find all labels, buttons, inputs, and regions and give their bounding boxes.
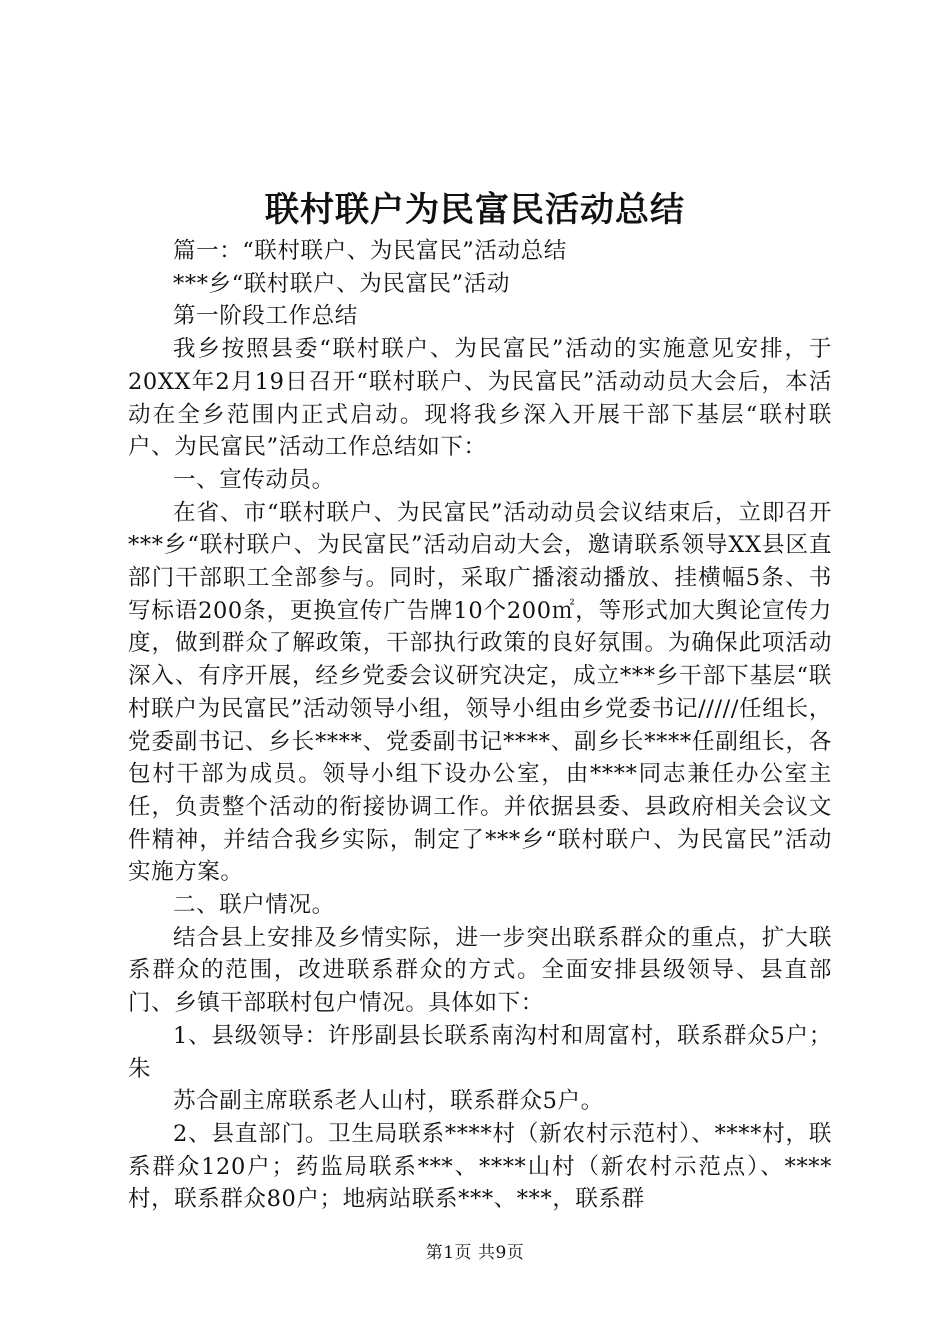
body-paragraph: 在省、市“联村联户、为民富民”活动动员会议结束后，立即召开***乡“联村联户、为民富民”活动启动大会，邀请联系领导XX县区直部门干部职工全部参与。同时，采取广播滚动播放、挂横幅5条、书写标语200条，更换宣传广告牌10个200㎡，等形式加大舆论宣传力度，做到群众了解政策，干部执行政策的良好氛围。为确保此项活动深入、有序开展，经乡党委会议研究决定，成立***乡干部下基层“联村联户为民富民”活动领导小组，领导小组由乡党委书记/////任组长，党委副书记、乡长****、党委副书记****、副乡长****任副组长，各包村干部为成员。领导小组下设办公室，由****同志兼任办公室主任，负责整个活动的衔接协调工作。并依据县委、县政府相关会议文件精神，并结合我乡实际，制定了***乡“联村联户、为民富民”活动实施方案。 <box>128 499 832 886</box>
section-heading: 一、宣传动员。 <box>173 466 335 493</box>
body-paragraph: 1、县级领导：许彤副县长联系南沟村和周富村，联系群众5户；朱 <box>128 1022 832 1082</box>
body-paragraph: 我乡按照县委“联村联户、为民富民”活动的实施意见安排，于20XX年2月19日召开“联村联户、为民富民”活动动员大会后，本活动在全乡范围内正式启动。现将我乡深入开展干部下基层“联村联户、为民富民”活动工作总结如下： <box>128 336 832 461</box>
body-paragraph: 苏合副主席联系老人山村，联系群众5户。 <box>173 1088 604 1115</box>
document-body <box>128 235 832 1216</box>
subtitle-line: ***乡“联村联户、为民富民”活动 <box>173 270 510 297</box>
document-title: 联村联户为民富民活动总结 <box>265 190 685 230</box>
body-paragraph: 2、县直部门。卫生局联系****村（新农村示范村）、****村，联系群众120户；药监局联系***、****山村（新农村示范点）、****村，联系群众80户；地病站联系***、***，联系群 <box>128 1120 832 1213</box>
body-paragraph: 结合县上安排及乡情实际，进一步突出联系群众的重点，扩大联系群众的范围，改进联系群众的方式。全面安排县级领导、县直部门、乡镇干部联村包户情况。具体如下： <box>128 924 832 1017</box>
subtitle-line: 第一阶段工作总结 <box>173 303 358 330</box>
section-heading: 篇一：“联村联户、为民富民”活动总结 <box>173 238 567 264</box>
page-number-footer: 第1页 共9页 <box>425 1243 525 1263</box>
section-heading: 二、联户情况。 <box>173 892 335 919</box>
